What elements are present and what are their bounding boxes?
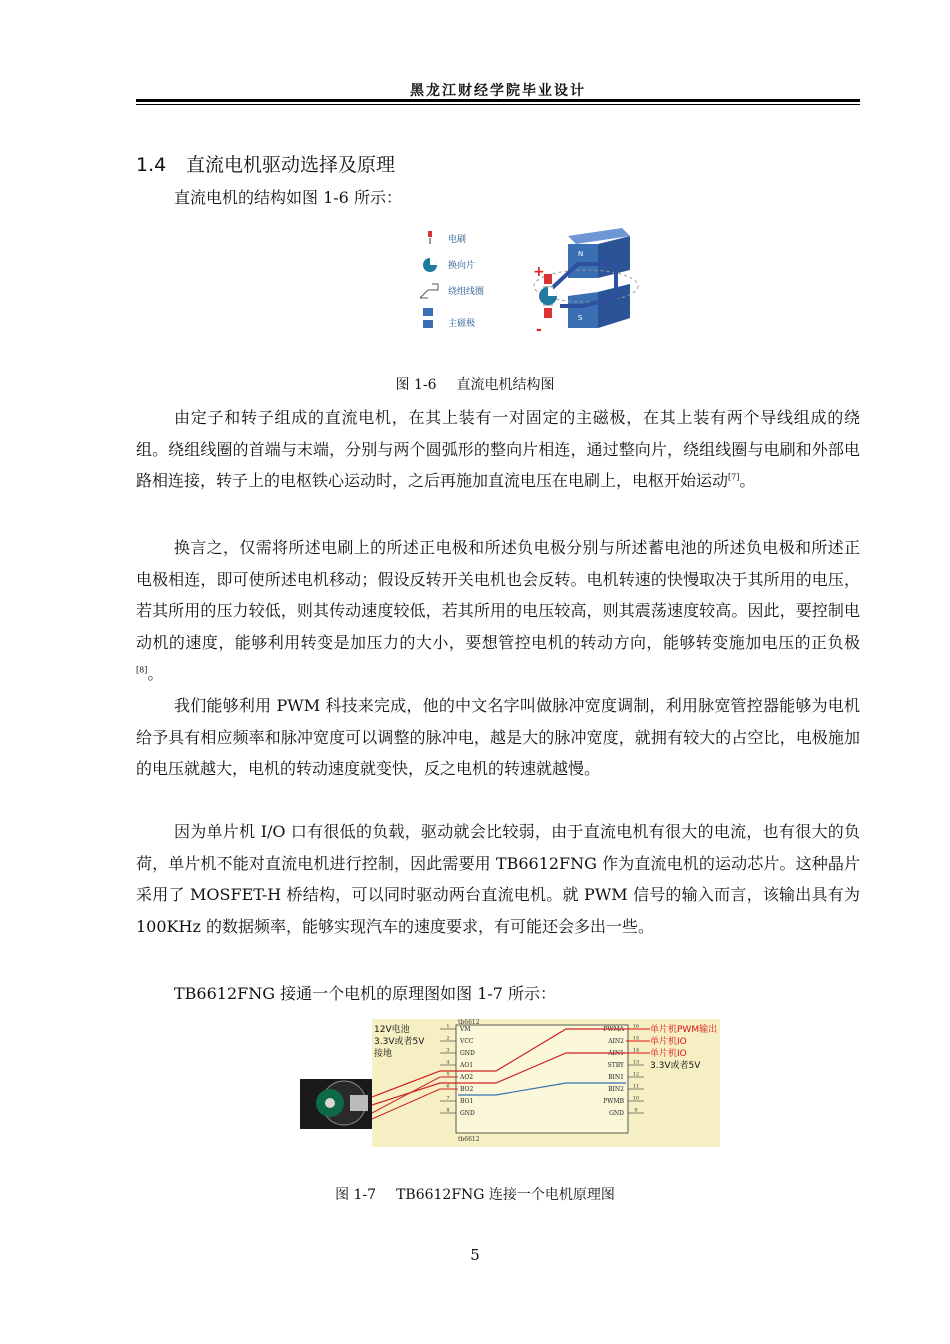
legend-pole: 主磁极 [448, 319, 476, 329]
legend-coil: 绕组线圈 [448, 287, 485, 297]
right-pin-number: 9 [634, 1107, 638, 1114]
label-3v3-or-5v-left: 3.3V或者5V [374, 1037, 425, 1047]
left-pin-name: VM [460, 1026, 471, 1033]
figure-dc-motor-structure [410, 228, 640, 340]
pole-s-label: S [578, 314, 583, 322]
label-mcu-io-1: 单片机IO [650, 1037, 687, 1047]
page-number: 5 [470, 1246, 480, 1264]
right-pin-name: PWMB [603, 1098, 624, 1105]
chip-label-bottom: tb6612 [458, 1136, 480, 1143]
right-pin-name: AIN1 [608, 1050, 624, 1057]
left-pin-name: VCC [460, 1038, 474, 1045]
left-pin-number: 8 [446, 1107, 450, 1114]
paragraph-2 [136, 532, 860, 690]
paragraph-1-text: 由定子和转子组成的直流电机，在其上装有一对固定的主磁极，在其上装有两个导线组成的绕组。绕组线圈的首端与末端，分别与两个圆弧形的整向片相连，通过整向片，绕组线圈与电刷和外部电路相连接，转子上的电枢铁心运动时，之后再施加直流电压在电刷上，电枢开始运动 [136, 408, 860, 491]
pole-n-label: N [578, 250, 584, 258]
left-pin-number: 3 [446, 1047, 450, 1054]
left-pin-number: 5 [446, 1071, 450, 1078]
left-pin-number: 1 [446, 1023, 450, 1030]
figure1-caption [0, 374, 950, 394]
right-pin-name: STBY [607, 1062, 624, 1069]
chip-label-top: tb6612 [458, 1019, 480, 1026]
left-pin-number: 7 [446, 1095, 450, 1102]
figure2-caption-text: TB6612FNG 连接一个电机原理图 [396, 1187, 615, 1203]
figure1-caption-number: 图 1-6 [395, 377, 437, 393]
right-pin-name: GND [609, 1110, 624, 1117]
chip-body [456, 1025, 628, 1133]
paragraph-2-text: 换言之，仅需将所述电刷上的所述正电极和所述负电极分别与所述蓄电池的所述负电极和所述正电极相连，即可使所述电机移动；假设反转开关电机也会反转。电机转速的快慢取决于其所用的电压，若其所用的压力较低，则其传动速度较低，若其所用的电压较高，则其震荡速度较高。因此，要控制电动机的速度，能够利用转变是加压力的大小，要想管控电机的转动方向，能够转变施加电压的正负极 [136, 538, 860, 652]
intro-paragraph: 直流电机的结构如图 1-6 所示： [174, 188, 402, 207]
right-pin-number: 13 [632, 1059, 640, 1066]
figure-tb6612-schematic [300, 1019, 720, 1147]
commutator-icon [423, 258, 437, 272]
label-12v-battery: 12V电池 [374, 1025, 410, 1035]
left-pin-number: 2 [446, 1035, 450, 1042]
header-rule-thick [136, 99, 860, 102]
right-pin-number: 15 [632, 1035, 640, 1042]
main-pole-icon [423, 308, 433, 328]
paragraph-2-end: 。 [147, 664, 164, 684]
left-pin-name: BO2 [460, 1086, 474, 1093]
label-mcu-pwm: 单片机PWM输出 [650, 1025, 718, 1035]
left-pin-number: 4 [446, 1059, 450, 1066]
left-pin-number: 6 [446, 1083, 450, 1090]
right-pin-number: 16 [632, 1023, 640, 1030]
left-pin-name: GND [460, 1050, 475, 1057]
right-pin-number: 14 [632, 1047, 640, 1054]
right-pin-name: AIN2 [608, 1038, 624, 1045]
legend-brush: 电刷 [448, 235, 467, 245]
legend-commutator: 换向片 [448, 261, 476, 271]
citation-8: [8] [136, 666, 148, 676]
right-pin-number: 10 [632, 1095, 640, 1102]
dc-motor-diagram [533, 228, 638, 338]
header-rule-thin [136, 104, 860, 105]
right-pin-name: PWMA [603, 1026, 624, 1033]
winding-coil-icon [420, 284, 438, 298]
label-3v3-or-5v-right: 3.3V或者5V [650, 1061, 701, 1071]
section-title: 直流电机驱动选择及原理 [186, 154, 396, 176]
section-heading [136, 150, 395, 177]
minus-sign: - [536, 322, 542, 338]
paragraph-5: TB6612FNG 接通一个电机的原理图如图 1-7 所示： [174, 984, 557, 1003]
paragraph-4: 因为单片机 I/O 口有很低的负载，驱动就会比较弱，由于直流电机有很大的电流，也有很大的负荷，单片机不能对直流电机进行控制，因此需要用 TB6612FNG 作为直流电机的运动芯片。这种晶片采用了 MOSFET-H 桥结构，可以同时驱动两台直流电机。就 PWM 信号的输入而言，该输出具有为 100KHz 的数据频率，能够实现汽车的速度要求，有可能还会多出一些。 [136, 822, 860, 936]
citation-7: [7] [728, 472, 740, 482]
paragraph-1 [136, 402, 860, 497]
right-pin-number: 11 [632, 1083, 640, 1090]
left-pin-name: GND [460, 1110, 475, 1117]
left-pin-name: BO1 [460, 1098, 474, 1105]
section-number: 1.4 [136, 154, 167, 176]
right-pin-number: 12 [632, 1071, 640, 1078]
paragraph-3: 我们能够利用 PWM 科技来完成，他的中文名字叫做脉冲宽度调制，利用脉宽管控器能够为电机给予具有相应频率和脉冲宽度可以调整的脉冲电，越是大的脉冲宽度，就拥有较大的占空比，电极施加的电压就越大，电机的转动速度就变快，反之电机的转速就越慢。 [136, 696, 860, 779]
page-header: 黑龙江财经学院毕业设计 [410, 83, 586, 99]
label-mcu-io-2: 单片机IO [650, 1049, 687, 1059]
left-pin-name: AO2 [460, 1074, 474, 1081]
paragraph-1-end: 。 [739, 471, 756, 491]
figure1-caption-text: 直流电机结构图 [456, 377, 555, 393]
figure2-caption [0, 1184, 950, 1204]
plus-sign: + [533, 264, 545, 280]
label-ground: 接地 [374, 1049, 393, 1059]
figure2-caption-number: 图 1-7 [335, 1187, 377, 1203]
right-pin-name: BIN1 [608, 1074, 624, 1081]
left-pin-name: AO1 [460, 1062, 474, 1069]
right-pin-name: BIN2 [608, 1086, 624, 1093]
brush-icon [428, 231, 432, 244]
motor-photo [300, 1079, 372, 1129]
